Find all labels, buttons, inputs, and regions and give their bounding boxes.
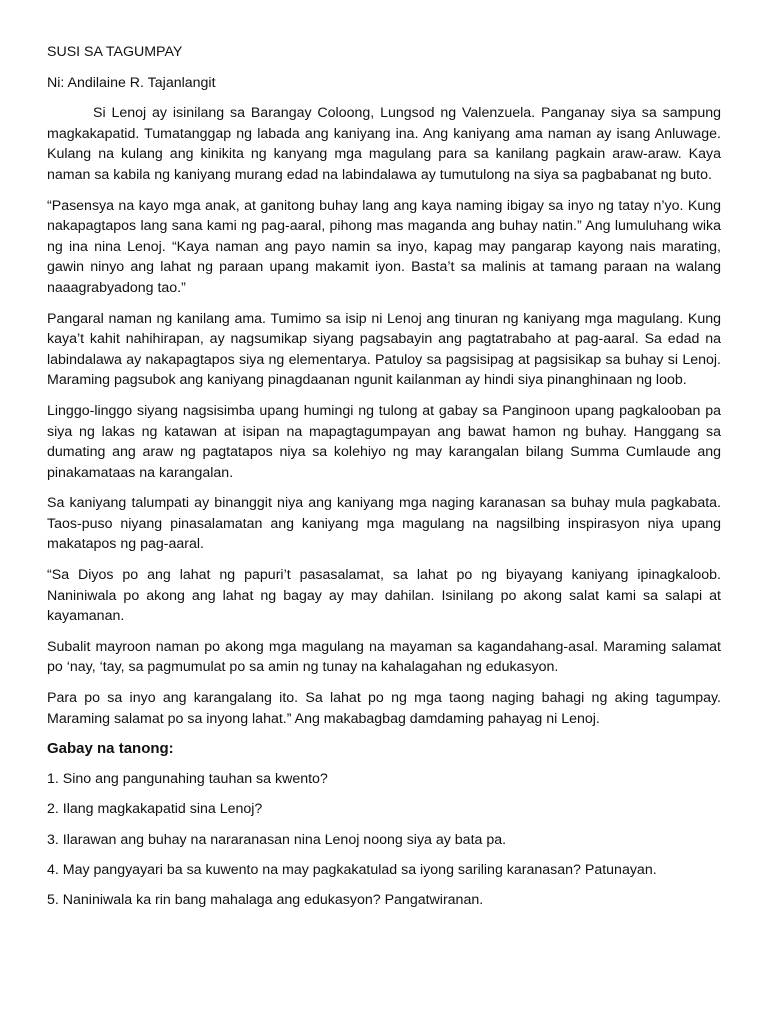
- story-paragraph-1: Si Lenoj ay isinilang sa Barangay Coloong, Lungsod ng Valenzuela. Panganay siya sa sampung magkakapatid. Tumatanggap ng labada ang kaniyang ina. Ang kaniyang ama naman ay isang Anluwage. Kulang na kulang ang kinikita ng kanyang mga magulang para sa kanilang pagkain araw-araw. Kaya naman sa kabila ng kaniyang murang edad na labindalawa ay tumutulong na siya sa pagbabanat ng buto.: [47, 105, 721, 183]
- story-title: SUSI SA TAGUMPAY: [47, 44, 183, 60]
- guide-questions-heading: Gabay na tanong:: [47, 740, 174, 758]
- guide-question-5: 5. Naniniwala ka rin bang mahalaga ang edukasyon? Pangatwiranan.: [47, 892, 484, 909]
- document-page: [47, 42, 721, 921]
- guide-question-4: 4. May pangyayari ba sa kuwento na may pagkakatulad sa iyong sariling karanasan? Patunayan.: [47, 861, 657, 878]
- story-paragraph-3: Pangaral naman ng kanilang ama. Tumimo sa isip ni Lenoj ang tinuran ng kaniyang mga magulang. Kung kaya’t kahit nahihirapan, ay nagsumikap siyang pagsabayin ang pagtatrabaho at pag-aaral. Sa edad na labindalawa ay nakapagtapos siya ng elementarya. Patuloy sa pagsisipag at pagsisikap sa buhay si Lenoj. Maraming pagsubok ang kaniyang pinagdaanan ngunit kailanman ay hindi siya pinanghinaan ng loob.: [47, 310, 721, 389]
- story-paragraph-5: Sa kaniyang talumpati ay binanggit niya ang kaniyang mga naging karanasan sa buhay mula pagkabata. Taos-puso niyang pinasalamatan ang kaniyang mga magulang na nagsilbing inspirasyon niya upang makatapos ng pag-aaral.: [47, 495, 721, 553]
- story-paragraph-6: “Sa Diyos po ang lahat ng papuri’t pasasalamat, sa lahat po ng biyayang kaniyang ipinagkaloob. Naniniwala po akong ang lahat ng bagay ay may dahilan. Isinilang po akong salat kami sa salapi at kayamanan.: [47, 567, 721, 625]
- guide-question-1: 1. Sino ang pangunahing tauhan sa kwento?: [47, 770, 328, 787]
- guide-question-2: 2. Ilang magkakapatid sina Lenoj?: [47, 801, 263, 818]
- guide-question-3: 3. Ilarawan ang buhay na nararanasan nina Lenoj noong siya ay bata pa.: [47, 831, 507, 848]
- story-paragraph-2: “Pasensya na kayo mga anak, at ganitong buhay lang ang kaya naming ibigay sa inyo ng tatay n’yo. Kung nakapagtapos lang sana kami ng pag-aaral, pihong mas maganda ang buhay natin.” Ang lumuluhang wika ng ina nina Lenoj. “Kaya naman ang payo namin sa inyo, kapag may pangarap kayong nais marating, gawin ninyo ang lahat ng paraan upang makamit iyon. Basta’t sa malinis at tamang paraan na walang naaagrabyadong tao.”: [47, 197, 721, 296]
- story-author: Ni: Andilaine R. Tajanlangit: [47, 74, 216, 91]
- story-paragraph-4: Linggo-linggo siyang nagsisimba upang humingi ng tulong at gabay sa Panginoon upang pagkalooban pa siya ng lakas ng katawan at isipan na mapagtagumpayan ang bawat hamon ng buhay. Hanggang sa dumating ang araw ng pagtatapos niya sa kolehiyo ng may karangalan bilang Summa Cumlaude ang pinakamataas na karangalan.: [47, 402, 721, 481]
- story-paragraph-8: Para po sa inyo ang karangalang ito. Sa lahat po ng mga taong naging bahagi ng aking tagumpay. Maraming salamat po sa inyong lahat.” Ang makabagbag damdaming pahayag ni Lenoj.: [47, 690, 721, 727]
- story-paragraph-7: Subalit mayroon naman po akong mga magulang na mayaman sa kagandahang-asal. Maraming salamat po ‘nay, ‘tay, sa pagmumulat po sa amin ng tunay na kahalagahan ng edukasyon.: [47, 638, 721, 676]
